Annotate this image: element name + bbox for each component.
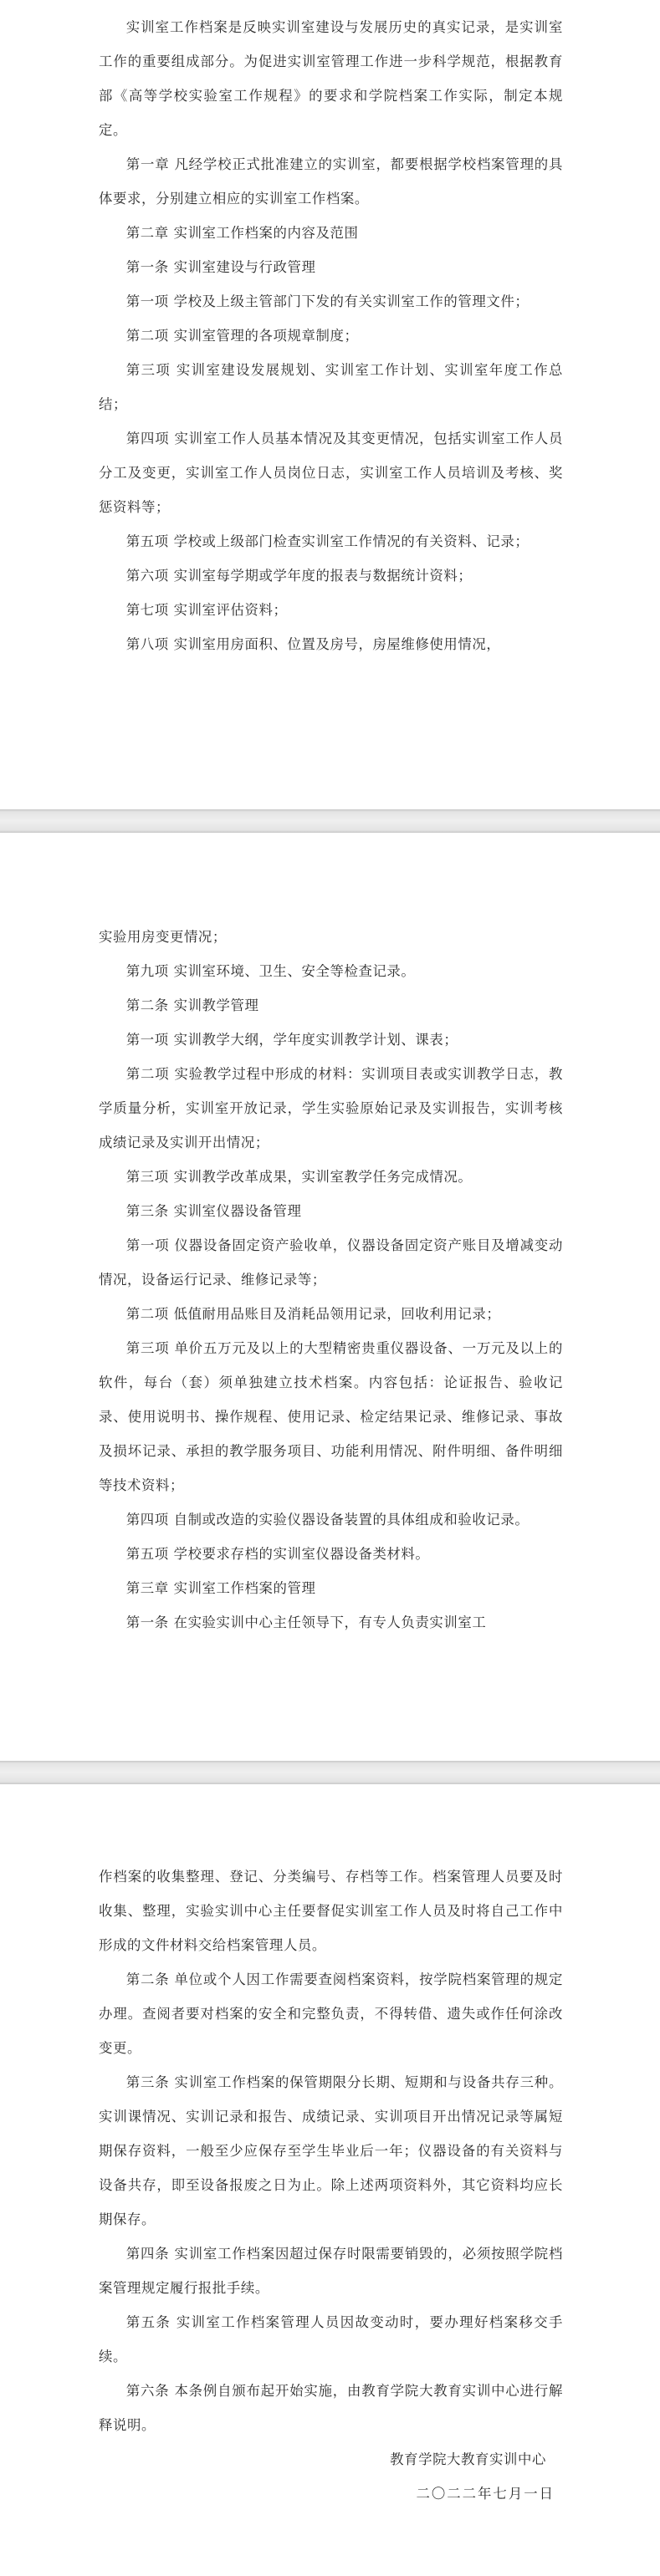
article-heading: 第三条 实训室仪器设备管理 [125,1203,302,1219]
paragraph: 第五条 实训室工作档案管理人员因故变动时，要办理好档案移交手续。 [99,2314,563,2364]
page-1 [0,0,660,809]
paragraph-continuation: 作档案的收集整理、登记、分类编号、存档等工作。档案管理人员要及时收集、整理，实验实训中心主任要督促实训室工作人员及时将自己工作中形成的文件材料交给档案管理人员。 [99,1869,563,1953]
page-2-body [99,920,563,1640]
paragraph: 第一项 仪器设备固定资产验收单，仪器设备固定资产账目及增减变动情况，设备运行记录、维修记录等； [99,1237,563,1288]
paragraph: 第三条 实训室工作档案的保管期限分长期、短期和与设备共存三种。实训课情况、实训记录和报告、成绩记录、实训项目开出情况记录等属短期保存资料，一般至少应保存至学生毕业后一年；仪器设备的有关资料与设备共存，即至设备报废之日为止。除上述两项资料外，其它资料均应长期保存。 [99,2074,563,2227]
paragraph: 第八项 实训室用房面积、位置及房号，房屋维修使用情况， [125,636,501,652]
paragraph: 第一条 在实验实训中心主任领导下，有专人负责实训室工 [125,1614,487,1630]
paragraph: 第二项 实训室管理的各项规章制度； [125,328,359,344]
paragraph: 第一项 实训教学大纲，学年度实训教学计划、课表； [125,1032,458,1048]
page-1-body [99,10,563,661]
paragraph: 第二条 单位或个人因工作需要查阅档案资料，按学院档案管理的规定办理。查阅者要对档案的安全和完整负责，不得转借、遗失或作任何涂改变更。 [99,1972,563,2056]
paragraph: 第四项 自制或改造的实验仪器设备装置的具体组成和验收记录。 [125,1512,530,1528]
paragraph: 第三项 单价五万元及以上的大型精密贵重仪器设备、一万元及以上的软件，每台（套）须单独建立技术档案。内容包括：论证报告、验收记录、使用说明书、操作规程、使用记录、检定结果记录、维修记录、事故及损坏记录、承担的教学服务项目、功能利用情况、附件明细、备件明细等技术资料； [99,1340,563,1493]
signature-date: 二〇二二年七月一日 [416,2486,555,2502]
page-2 [0,833,660,1761]
paragraph: 第九项 实训室环境、卫生、安全等检查记录。 [125,963,416,979]
paragraph-continuation: 实验用房变更情况； [99,929,227,945]
paragraph: 第五项 学校要求存档的实训室仪器设备类材料。 [125,1546,430,1562]
chapter-heading: 第三章 实训室工作档案的管理 [125,1580,316,1596]
paragraph: 第二项 低值耐用品账目及消耗品领用记录，回收利用记录； [125,1306,501,1322]
article-heading: 第一条 实训室建设与行政管理 [125,259,316,275]
paragraph: 第四条 实训室工作档案因超过保存时限需要销毁的，必须按照学院档案管理规定履行报批手续。 [99,2246,563,2296]
paragraph: 第七项 实训室评估资料； [125,602,288,618]
signature-organization: 教育学院大教育实训中心 [390,2451,546,2467]
article-heading: 第二条 实训教学管理 [125,997,259,1013]
page-separator [0,809,660,833]
paragraph: 第六条 本条例自颁布起开始实施，由教育学院大教育实训中心进行解释说明。 [99,2383,563,2433]
paragraph: 第四项 实训室工作人员基本情况及其变更情况，包括实训室工作人员分工及变更，实训室工作人员岗位日志，实训室工作人员培训及考核、奖惩资料等； [99,431,563,515]
paragraph: 实训室工作档案是反映实训室建设与发展历史的真实记录，是实训室工作的重要组成部分。为促进实训室管理工作进一步科学规范，根据教育部《高等学校实验室工作规程》的要求和学院档案工作实际，制定本规定。 [99,19,563,138]
paragraph: 第三项 实训教学改革成果，实训室教学任务完成情况。 [125,1169,473,1185]
paragraph: 第五项 学校或上级部门检查实训室工作情况的有关资料、记录； [125,533,530,549]
page-3-body [99,1859,563,2511]
page-3 [0,1784,660,2576]
page-separator [0,1761,660,1784]
paragraph: 第六项 实训室每学期或学年度的报表与数据统计资料； [125,568,473,584]
chapter-heading: 第二章 实训室工作档案的内容及范围 [125,225,359,241]
paragraph: 第二项 实验教学过程中形成的材料：实训项目表或实训教学日志，教学质量分析，实训室开放记录，学生实验原始记录及实训报告，实训考核成绩记录及实训开出情况； [99,1066,563,1150]
paragraph: 第三项 实训室建设发展规划、实训室工作计划、实训室年度工作总结； [99,362,563,412]
paragraph: 第一项 学校及上级主管部门下发的有关实训室工作的管理文件； [125,293,530,309]
paragraph: 第一章 凡经学校正式批准建立的实训室，都要根据学校档案管理的具体要求，分别建立相应的实训室工作档案。 [99,156,563,207]
